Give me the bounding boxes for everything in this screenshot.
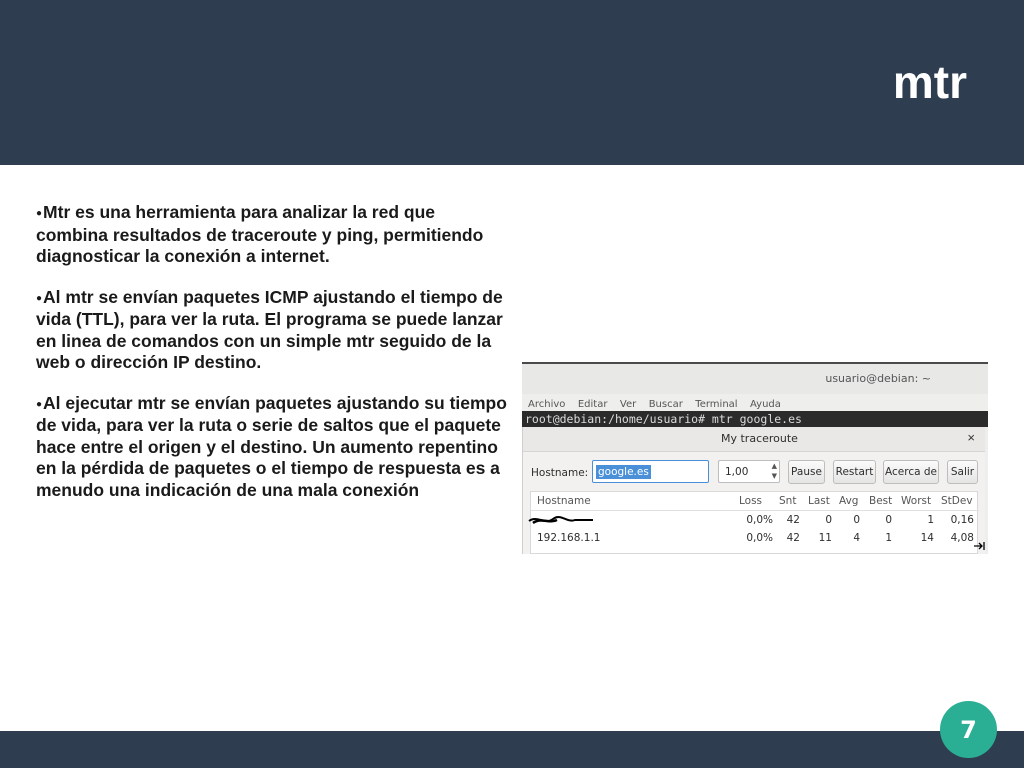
cell-loss: 0,0% — [746, 514, 773, 526]
restart-button[interactable]: Restart — [833, 460, 876, 484]
slide-header — [0, 0, 1024, 165]
dialog-title: My traceroute — [721, 432, 798, 445]
cell-last: 0 — [825, 514, 832, 526]
bullet-item: ●Mtr es una herramienta para analizar la red que combina resultados de traceroute y ping, permitiendo diagnosticar la conexión a internet. — [36, 202, 484, 266]
cell-hostname: 192.168.1.1 — [537, 532, 601, 544]
cell-loss: 0,0% — [746, 532, 773, 544]
spinner-arrows-icon[interactable]: ▲ ▼ — [771, 462, 777, 480]
cell-avg: 4 — [853, 532, 860, 544]
hostname-input[interactable] — [592, 460, 709, 483]
col-snt[interactable]: Snt — [779, 495, 797, 507]
slide-title: mtr — [892, 56, 967, 108]
dialog-titlebar — [523, 427, 985, 452]
pause-button[interactable]: Pause — [788, 460, 825, 484]
cell-best: 1 — [885, 532, 892, 544]
exit-button[interactable]: Salir — [947, 460, 978, 484]
mtr-screenshot — [522, 362, 988, 554]
page-number-badge: 7 — [940, 701, 997, 758]
terminal-command-line: root@debian:/home/usuario# mtr google.es — [522, 411, 988, 427]
cell-stdev: 0,16 — [950, 514, 974, 526]
col-hostname[interactable]: Hostname — [537, 495, 591, 507]
col-avg[interactable]: Avg — [839, 495, 859, 507]
col-last[interactable]: Last — [808, 495, 830, 507]
redaction-scribble — [527, 511, 597, 527]
menu-terminal[interactable]: Terminal — [695, 399, 738, 410]
cell-avg: 0 — [853, 514, 860, 526]
table-header — [531, 492, 979, 511]
terminal-titlebar — [522, 364, 988, 394]
cell-snt: 42 — [786, 514, 800, 526]
col-loss[interactable]: Loss — [739, 495, 763, 507]
col-worst[interactable]: Worst — [901, 495, 932, 507]
close-icon[interactable]: × — [967, 430, 975, 445]
interval-spinner[interactable] — [718, 460, 780, 483]
menu-editar[interactable]: Editar — [577, 399, 608, 410]
terminal-title: usuario@debian: ~ — [825, 372, 931, 385]
menu-ayuda[interactable]: Ayuda — [750, 399, 781, 410]
menu-buscar[interactable]: Buscar — [648, 399, 683, 410]
col-stdev[interactable]: StDev — [941, 495, 973, 507]
resize-grip-icon[interactable] — [973, 541, 985, 551]
bullet-item: ●Al mtr se envían paquetes ICMP ajustando el tiempo de vida (TTL), para ver la ruta. El programa se puede lanzar en linea de comandos con un simple mtr seguido de la web o dirección IP destino. — [36, 286, 503, 372]
cell-worst: 14 — [920, 532, 934, 544]
about-button[interactable]: Acerca de — [883, 460, 939, 484]
col-best[interactable]: Best — [869, 495, 893, 507]
bullet-list — [36, 202, 511, 520]
traceroute-table — [530, 491, 978, 554]
table-row[interactable] — [531, 529, 979, 547]
hostname-label: Hostname: — [531, 467, 589, 479]
cell-stdev: 4,08 — [950, 532, 974, 544]
menu-ver[interactable]: Ver — [619, 399, 637, 410]
hostname-value: google.es — [598, 466, 649, 478]
table-row[interactable] — [531, 511, 979, 529]
bullet-item: ●Al ejecutar mtr se envían paquetes ajustando su tiempo de vida, para ver la ruta o serie de saltos que el paquete hace entre el origen y el destino. Un aumento repentino en la pérdida de paquetes o el tiempo de respuesta es a menudo una indicación de una mala conexión — [36, 392, 507, 500]
cell-last: 11 — [818, 532, 832, 544]
slide-footer — [0, 731, 1024, 768]
menu-archivo[interactable]: Archivo — [528, 399, 566, 410]
cell-best: 0 — [885, 514, 892, 526]
mtr-dialog — [522, 427, 985, 554]
cell-worst: 1 — [927, 514, 934, 526]
cell-snt: 42 — [786, 532, 800, 544]
interval-value: 1,00 — [725, 466, 749, 478]
terminal-menubar — [522, 394, 988, 411]
